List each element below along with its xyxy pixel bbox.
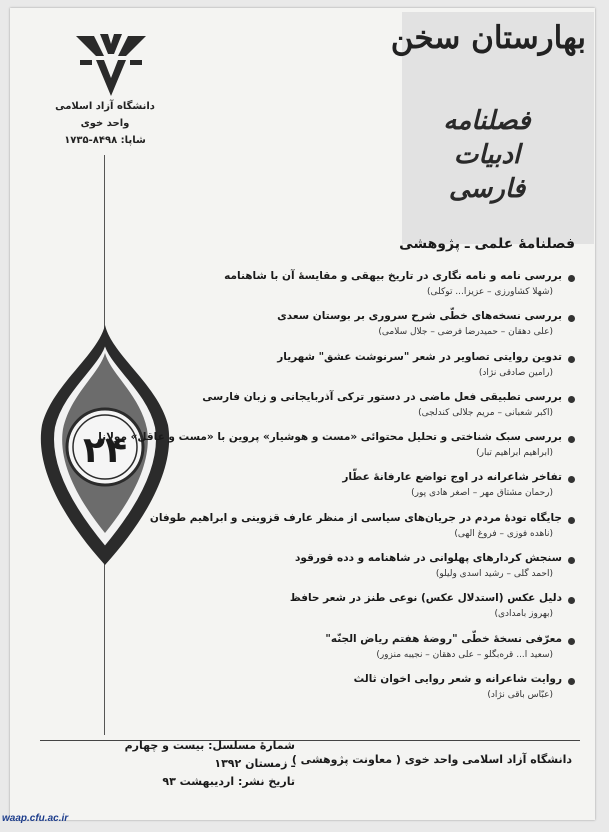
article-authors: (ابراهیم ابراهیم تبار) — [476, 448, 553, 459]
publisher: دانشگاه آزاد اسلامی واحد خوی ( معاونت پژوهشی ) — [291, 753, 572, 766]
issn: شاپا: ۸۴۹۸-۱۷۳۵ — [64, 135, 146, 146]
article-authors: (رامین صادقی نژاد) — [478, 367, 553, 378]
toc-item — [200, 673, 575, 713]
article-authors: (شهلا کشاورزی – عزیزا... توکلی) — [427, 287, 553, 297]
toc-item — [149, 511, 575, 552]
article-title: بررسی نسخه‌های خطّی شرح سروری بر بوستان سعدی — [277, 310, 562, 323]
journal-subtitle — [412, 104, 562, 206]
university-branch: واحد خوی — [80, 118, 130, 129]
bullet-icon — [568, 597, 575, 604]
article-title: بررسی نامه و نامه نگاری در تاریخ بیهقی و مقایسهٔ آن با شاهنامه — [224, 270, 562, 282]
issue-info — [120, 737, 295, 791]
bullet-icon — [568, 557, 575, 564]
article-title: دلیل عکس (استدلال عکس) نوعی طنز در شعر حافظ — [289, 592, 562, 605]
article-title: روایت شاعرانه و شعر روایی اخوان ثالث — [353, 672, 562, 685]
article-authors: (عبّاس باقی نژاد) — [487, 689, 553, 700]
article-authors: (سعید ا... قره‌بگلو – علی دهقان – نجیبه منزور) — [376, 649, 553, 660]
article-authors: (ناهده فوزی – فروغ الهی) — [454, 528, 553, 539]
bullet-icon — [568, 315, 575, 322]
subtitle-line2: ادبیات فارسی — [448, 140, 526, 204]
article-title: بررسی تطبیقی فعل ماضی در دستور ترکی آذربایجانی و زبان فارسی — [202, 390, 562, 403]
azad-university-emblem-icon — [56, 30, 166, 100]
university-name: دانشگاه آزاد اسلامی — [55, 101, 155, 112]
article-title: جایگاه تودهٔ مردم در جریان‌های سیاسی از منظر عارف قزوینی و ابراهیم طوفان — [149, 511, 562, 524]
article-authors: (احمد گلی – رشید اسدی ولیلو) — [435, 569, 553, 580]
toc-item — [200, 391, 575, 431]
serial-issue: شمارهٔ مسلسل: بیست و چهارم ـ زمستان ۱۳۹۲ — [124, 739, 295, 770]
issue-ornament — [40, 325, 170, 565]
toc-item — [200, 270, 575, 310]
toc-item — [200, 592, 575, 632]
toc-item — [200, 552, 575, 592]
toc-item — [200, 351, 575, 391]
toc-item — [200, 471, 575, 511]
bullet-icon — [568, 476, 575, 483]
bullet-icon — [568, 678, 575, 685]
article-title: تدوین روایتی تصاویر در شعر "سرنوشت عشق" شهریار — [277, 350, 562, 363]
journal-title: بهارستان سخن — [390, 20, 586, 56]
bullet-icon — [568, 356, 575, 363]
bullet-icon — [568, 517, 575, 524]
ornament-medallion-icon — [40, 325, 170, 565]
bullet-icon — [568, 396, 575, 403]
article-title: سنجش کردارهای پهلوانی در شاهنامه و دده قورقود — [295, 552, 562, 565]
article-authors: (رحمان مشتاق مهر – اصغر هادی پور) — [411, 488, 553, 499]
publish-date: تاریخ نشر: اردیبهشت ۹۳ — [162, 775, 295, 788]
toc-item — [200, 633, 575, 673]
bullet-icon — [568, 436, 575, 443]
journal-type: فصلنامهٔ علمی ـ پژوهشی — [399, 236, 575, 252]
watermark: waap.cfu.ac.ir — [2, 813, 69, 824]
bullet-icon — [568, 275, 575, 282]
article-authors: (علی دهقان – حمیدرضا فرضی – جلال سلامی) — [378, 327, 553, 338]
article-authors: (بهروز بامدادی) — [494, 609, 553, 620]
article-authors: (اکبر شعبانی – مریم جلالی کندلجی) — [418, 407, 553, 418]
article-title: معرّفی نسخهٔ خطّی "روضهٔ هفتم ریاض الجنّه" — [325, 632, 562, 645]
university-info — [40, 98, 170, 149]
subtitle-line1: فصلنامه — [443, 106, 531, 136]
article-title: بررسی سبک شناختی و تحلیل محتوائی «مست و هوشیار» پروین با «مست و عاقل» مولانا — [98, 431, 562, 444]
issue-number: ۲۴ — [83, 430, 127, 471]
toc-item — [200, 310, 575, 350]
bullet-icon — [568, 638, 575, 645]
article-title: تفاخر شاعرانه در اوج تواضع عارفانهٔ عطّار — [342, 471, 562, 484]
